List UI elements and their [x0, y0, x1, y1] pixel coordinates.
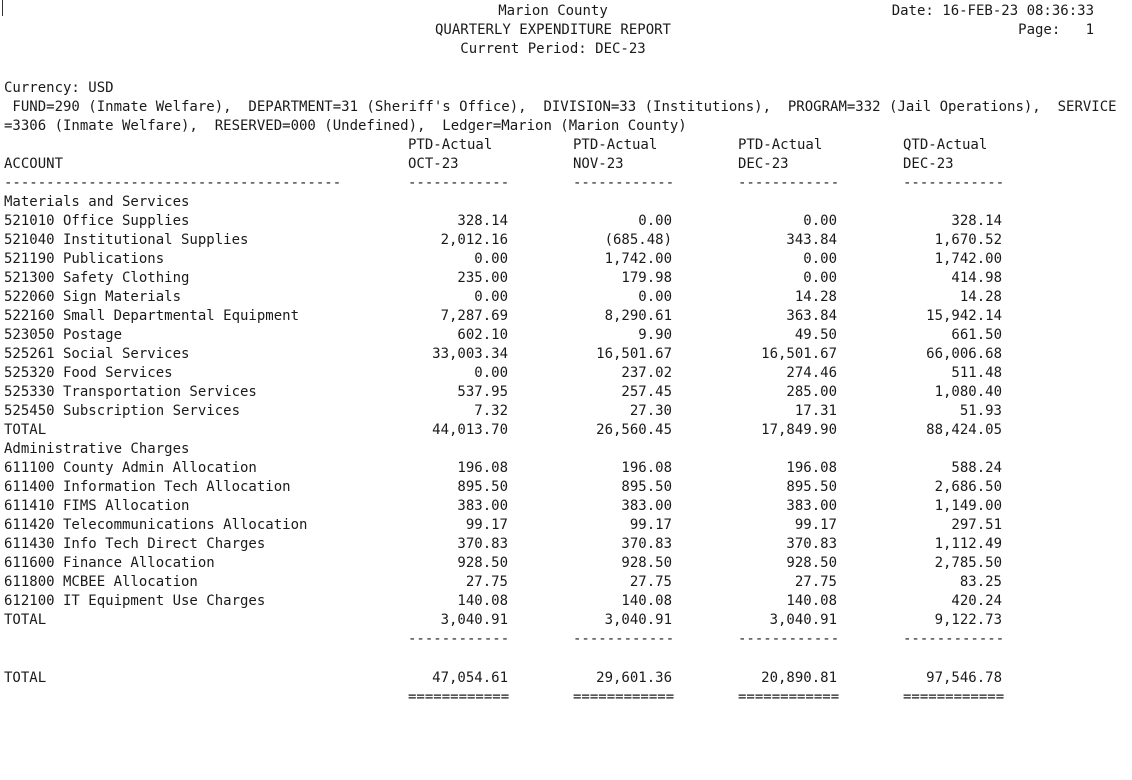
- col1-header-top: PTD-Actual: [408, 137, 493, 153]
- table-row: [0, 365, 1132, 384]
- value-qtd: 297.51: [951, 517, 1002, 533]
- value-dec: 274.46: [786, 365, 837, 381]
- value-qtd: 15,942.14: [926, 308, 1002, 324]
- params-line-2: =3306 (Inmate Welfare), RESERVED=000 (Undefined), Ledger=Marion (Marion County): [4, 118, 687, 134]
- col2-double-rule: ============: [573, 689, 675, 705]
- table-row: [0, 384, 1132, 403]
- value-dec: 14.28: [794, 289, 837, 305]
- col4-rule: ------------: [903, 175, 1005, 191]
- col3-double-rule: ============: [738, 689, 840, 705]
- value-qtd: 1,112.49: [934, 536, 1002, 552]
- value-oct: 0.00: [474, 289, 508, 305]
- table-row: [0, 251, 1132, 270]
- value-dec: 49.50: [794, 327, 837, 343]
- value-nov: 0.00: [638, 289, 672, 305]
- value-qtd: 1,080.40: [934, 384, 1002, 400]
- value-oct: 0.00: [474, 251, 508, 267]
- total-label: TOTAL: [4, 422, 47, 438]
- column-header-row-top: [0, 137, 1132, 156]
- value-nov: 928.50: [621, 555, 672, 571]
- account-name: 611420 Telecommunications Allocation: [4, 517, 308, 533]
- value-qtd: 414.98: [951, 270, 1002, 286]
- account-name: 522160 Small Departmental Equipment: [4, 308, 300, 324]
- col4-double-rule: ============: [903, 689, 1005, 705]
- grand-total-dec: 20,890.81: [761, 670, 837, 686]
- value-nov: 16,501.67: [596, 346, 672, 362]
- table-row: [0, 593, 1132, 612]
- value-qtd: 1,670.52: [934, 232, 1002, 248]
- account-name: 521010 Office Supplies: [4, 213, 190, 229]
- total-label: TOTAL: [4, 612, 47, 628]
- value-oct: 0.00: [474, 365, 508, 381]
- col3-header-bottom: DEC-23: [738, 156, 789, 172]
- value-nov: 27.75: [629, 574, 672, 590]
- value-nov: (685.48): [604, 232, 672, 248]
- account-name: 521040 Institutional Supplies: [4, 232, 249, 248]
- value-nov: 237.02: [621, 365, 672, 381]
- value-qtd: 511.48: [951, 365, 1002, 381]
- value-qtd: 83.25: [959, 574, 1002, 590]
- value-oct: 27.75: [465, 574, 508, 590]
- value-oct: 928.50: [457, 555, 508, 571]
- current-period: Current Period: DEC-23: [460, 41, 646, 57]
- value-oct: 370.83: [457, 536, 508, 552]
- col3-header-top: PTD-Actual: [738, 137, 823, 153]
- account-name: 522060 Sign Materials: [4, 289, 182, 305]
- col2-header-top: PTD-Actual: [573, 137, 658, 153]
- account-name: 611100 County Admin Allocation: [4, 460, 257, 476]
- value-dec: 99.17: [794, 517, 837, 533]
- value-nov: 99.17: [629, 517, 672, 533]
- value-oct: 99.17: [465, 517, 508, 533]
- value-nov: 179.98: [621, 270, 672, 286]
- total-nov: 3,040.91: [604, 612, 672, 628]
- account-name: 525330 Transportation Services: [4, 384, 257, 400]
- value-qtd: 14.28: [959, 289, 1002, 305]
- table-row: [0, 574, 1132, 593]
- column-header-row-bottom: [0, 156, 1132, 175]
- value-nov: 1,742.00: [604, 251, 672, 267]
- value-qtd: 588.24: [951, 460, 1002, 476]
- table-row: [0, 517, 1132, 536]
- value-oct: 895.50: [457, 479, 508, 495]
- value-qtd: 328.14: [951, 213, 1002, 229]
- subtotal-rule-row: [0, 631, 1132, 650]
- value-oct: 7.32: [474, 403, 508, 419]
- col4-header-bottom: DEC-23: [903, 156, 954, 172]
- table-row: [0, 555, 1132, 574]
- value-qtd: 2,686.50: [934, 479, 1002, 495]
- value-dec: 363.84: [786, 308, 837, 324]
- value-dec: 285.00: [786, 384, 837, 400]
- value-dec: 140.08: [786, 593, 837, 609]
- value-qtd: 1,742.00: [934, 251, 1002, 267]
- value-dec: 383.00: [786, 498, 837, 514]
- col1-header-bottom: OCT-23: [408, 156, 459, 172]
- value-qtd: 661.50: [951, 327, 1002, 343]
- value-dec: 370.83: [786, 536, 837, 552]
- value-nov: 257.45: [621, 384, 672, 400]
- account-name: 523050 Postage: [4, 327, 123, 343]
- value-oct: 7,287.69: [440, 308, 508, 324]
- value-nov: 370.83: [621, 536, 672, 552]
- col3-rule: ------------: [738, 631, 840, 647]
- account-name: 525320 Food Services: [4, 365, 173, 381]
- value-qtd: 420.24: [951, 593, 1002, 609]
- value-oct: 33,003.34: [432, 346, 508, 362]
- grand-total-row: [0, 670, 1132, 689]
- account-name: 611800 MCBEE Allocation: [4, 574, 198, 590]
- section-title-text: Administrative Charges: [4, 441, 190, 457]
- table-row: [0, 289, 1132, 308]
- account-name: 611410 FIMS Allocation: [4, 498, 190, 514]
- col1-rule: ------------: [408, 631, 510, 647]
- value-oct: 383.00: [457, 498, 508, 514]
- table-row: [0, 327, 1132, 346]
- total-qtd: 88,424.05: [926, 422, 1002, 438]
- value-oct: 537.95: [457, 384, 508, 400]
- section-title-text: Materials and Services: [4, 194, 190, 210]
- table-row: [0, 308, 1132, 327]
- county-name: Marion County: [498, 3, 608, 19]
- col4-header-top: QTD-Actual: [903, 137, 988, 153]
- account-name: 611430 Info Tech Direct Charges: [4, 536, 266, 552]
- col2-rule: ------------: [573, 631, 675, 647]
- value-dec: 928.50: [786, 555, 837, 571]
- value-dec: 17.31: [794, 403, 837, 419]
- table-row: [0, 346, 1132, 365]
- value-qtd: 51.93: [959, 403, 1002, 419]
- table-row: [0, 403, 1132, 422]
- report-date: Date: 16-FEB-23 08:36:33: [891, 3, 1094, 19]
- col2-header-bottom: NOV-23: [573, 156, 624, 172]
- table-row: [0, 498, 1132, 517]
- total-nov: 26,560.45: [596, 422, 672, 438]
- total-dec: 3,040.91: [769, 612, 837, 628]
- text-cursor: [2, 0, 3, 16]
- value-dec: 0.00: [803, 251, 837, 267]
- header-rule-row: [0, 175, 1132, 194]
- value-qtd: 2,785.50: [934, 555, 1002, 571]
- total-oct: 3,040.91: [440, 612, 508, 628]
- currency-label: Currency: USD: [4, 80, 114, 96]
- table-row: [0, 460, 1132, 479]
- account-name: 521300 Safety Clothing: [4, 270, 190, 286]
- total-qtd: 9,122.73: [934, 612, 1002, 628]
- col4-rule: ------------: [903, 631, 1005, 647]
- table-row: [0, 213, 1132, 232]
- value-oct: 235.00: [457, 270, 508, 286]
- grand-total-label: TOTAL: [4, 670, 47, 686]
- col1-double-rule: ============: [408, 689, 510, 705]
- double-rule-row: [0, 689, 1132, 708]
- account-rule: ----------------------------------------: [4, 175, 342, 191]
- value-dec: 343.84: [786, 232, 837, 248]
- col3-rule: ------------: [738, 175, 840, 191]
- value-dec: 16,501.67: [761, 346, 837, 362]
- value-oct: 328.14: [457, 213, 508, 229]
- account-name: 525450 Subscription Services: [4, 403, 241, 419]
- value-nov: 27.30: [629, 403, 672, 419]
- value-nov: 383.00: [621, 498, 672, 514]
- value-oct: 2,012.16: [440, 232, 508, 248]
- col1-rule: ------------: [408, 175, 510, 191]
- value-nov: 8,290.61: [604, 308, 672, 324]
- page-number: Page: 1: [1018, 22, 1094, 38]
- value-nov: 895.50: [621, 479, 672, 495]
- account-name: 521190 Publications: [4, 251, 165, 267]
- value-dec: 0.00: [803, 270, 837, 286]
- value-dec: 27.75: [794, 574, 837, 590]
- value-nov: 196.08: [621, 460, 672, 476]
- total-dec: 17,849.90: [761, 422, 837, 438]
- value-nov: 140.08: [621, 593, 672, 609]
- value-nov: 9.90: [638, 327, 672, 343]
- col2-rule: ------------: [573, 175, 675, 191]
- total-oct: 44,013.70: [432, 422, 508, 438]
- account-name: 612100 IT Equipment Use Charges: [4, 593, 266, 609]
- table-row: [0, 479, 1132, 498]
- table-row: [0, 232, 1132, 251]
- value-qtd: 1,149.00: [934, 498, 1002, 514]
- value-oct: 196.08: [457, 460, 508, 476]
- section-title: [0, 194, 1132, 213]
- value-dec: 196.08: [786, 460, 837, 476]
- value-dec: 0.00: [803, 213, 837, 229]
- grand-total-qtd: 97,546.78: [926, 670, 1002, 686]
- value-oct: 140.08: [457, 593, 508, 609]
- value-nov: 0.00: [638, 213, 672, 229]
- account-name: 525261 Social Services: [4, 346, 190, 362]
- section-title: [0, 441, 1132, 460]
- value-dec: 895.50: [786, 479, 837, 495]
- account-name: 611600 Finance Allocation: [4, 555, 215, 571]
- table-row: [0, 536, 1132, 555]
- grand-total-oct: 47,054.61: [432, 670, 508, 686]
- value-oct: 602.10: [457, 327, 508, 343]
- params-line-1: FUND=290 (Inmate Welfare), DEPARTMENT=31 (Sheriff's Office), DIVISION=33 (Institutions), PROGRAM=332 (Jail Operations), SERVICE: [4, 99, 1117, 115]
- report-title: QUARTERLY EXPENDITURE REPORT: [434, 22, 671, 38]
- account-header: ACCOUNT: [4, 156, 64, 172]
- account-name: 611400 Information Tech Allocation: [4, 479, 291, 495]
- section-total-row: [0, 612, 1132, 631]
- value-qtd: 66,006.68: [926, 346, 1002, 362]
- section-total-row: [0, 422, 1132, 441]
- grand-total-nov: 29,601.36: [596, 670, 672, 686]
- table-row: [0, 270, 1132, 289]
